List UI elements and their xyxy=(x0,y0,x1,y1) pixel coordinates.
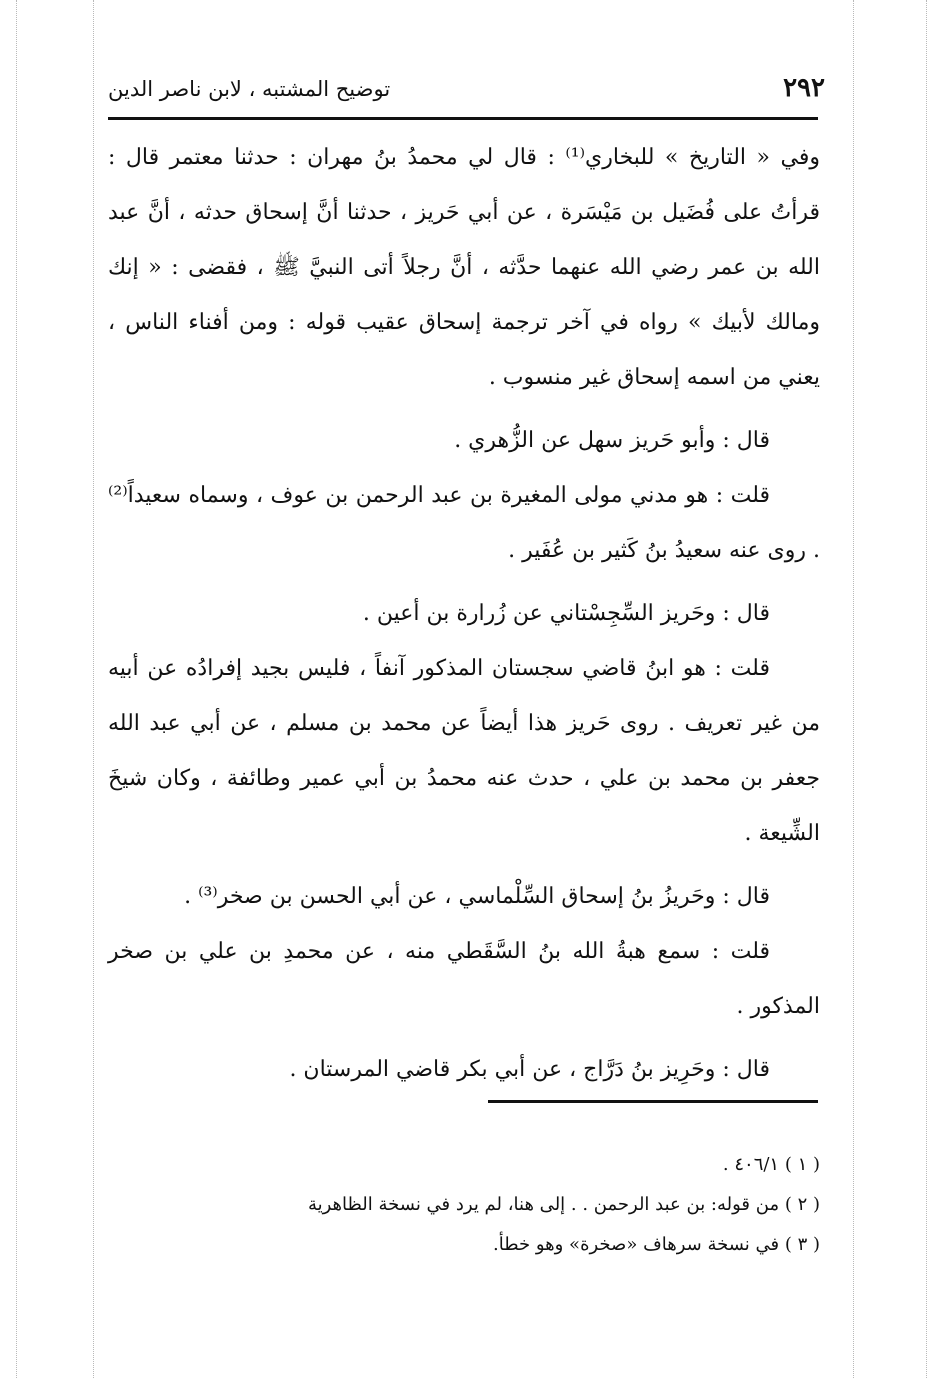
footnote: ( ٣ ) في نسخة سرهاف «صخرة» وهو خطأ. xyxy=(493,1234,820,1255)
page-number: ٢٩٢ xyxy=(783,73,825,103)
paragraph: قلت : هو مدني مولى المغيرة بن عبد الرحمن بن عوف ، وسماه سعيداً⁽²⁾ . روى عنه سعيدُ بنُ كَثير بن عُفَير . xyxy=(108,483,820,563)
paragraph: قلت : سمع هبةُ الله بنُ السَّقَطي منه ، عن محمدِ بن علي بن صخر المذكور . xyxy=(108,939,820,1019)
paragraph: قال : وحَريز السِّجِسْتاني عن زُرارة بن أعين . xyxy=(362,601,770,626)
paragraph: قال : وحَريزُ بنُ إسحاق السِّلْماسي ، عن أبي الحسن بن صخر⁽³⁾ . xyxy=(184,884,770,909)
ruled-guide-line xyxy=(93,0,94,1378)
ruled-guide-line xyxy=(853,0,854,1378)
footnote: ( ١ ) ٤٠٦/١ . xyxy=(722,1154,820,1175)
paragraph: قال : وأبو حَريز سهل عن الزُّهري . xyxy=(454,428,770,453)
page-header xyxy=(108,70,825,110)
header-divider xyxy=(108,117,818,120)
footnote: ( ٢ ) من قوله: بن عبد الرحمن . . إلى هنا، لم يرد في نسخة الظاهرية xyxy=(307,1194,820,1215)
ruled-guide-line xyxy=(926,0,927,1378)
ruled-guide-line xyxy=(16,0,17,1378)
paragraph: قال : وحَرِيز بنُ دَرَّاج ، عن أبي بكر قاضي المرستان . xyxy=(289,1057,770,1082)
footnotes-divider xyxy=(488,1100,818,1103)
paragraph: قلت : هو ابنُ قاضي سجستان المذكور آنفاً ، فليس بجيد إفرادُه عن أبيه من غير تعريف . روى حَريز هذا أيضاً عن محمد بن مسلم ، عن أبي عبد الله جعفر بن محمد بن علي ، حدث عنه محمدُ بن أبي عمير وطائفة ، وكان شيخَ الشِّيعة . xyxy=(108,656,820,846)
running-title: توضيح المشتبه ، لابن ناصر الدين xyxy=(108,77,391,101)
main-text xyxy=(108,130,820,1097)
footnotes xyxy=(180,1145,820,1265)
paragraph: وفي « التاريخ » للبخاري⁽¹⁾ : قال لي محمدُ بنُ مهران : حدثنا معتمر قال : قرأتُ على فُضَيل بن مَيْسَرة ، عن أبي حَريز ، حدثنا أنَّ إسحاق حدثه ، أنَّ عبد الله بن عمر رضي الله عنهما حدَّثه ، أنَّ رجلاً أتى النبيَّ ﷺ ، فقضى : « إنك ومالك لأبيك » رواه في آخر ترجمة إسحاق عقيب قوله : ومن أفناء الناس ، يعني من اسمه إسحاق غير منسوب . xyxy=(108,145,820,390)
